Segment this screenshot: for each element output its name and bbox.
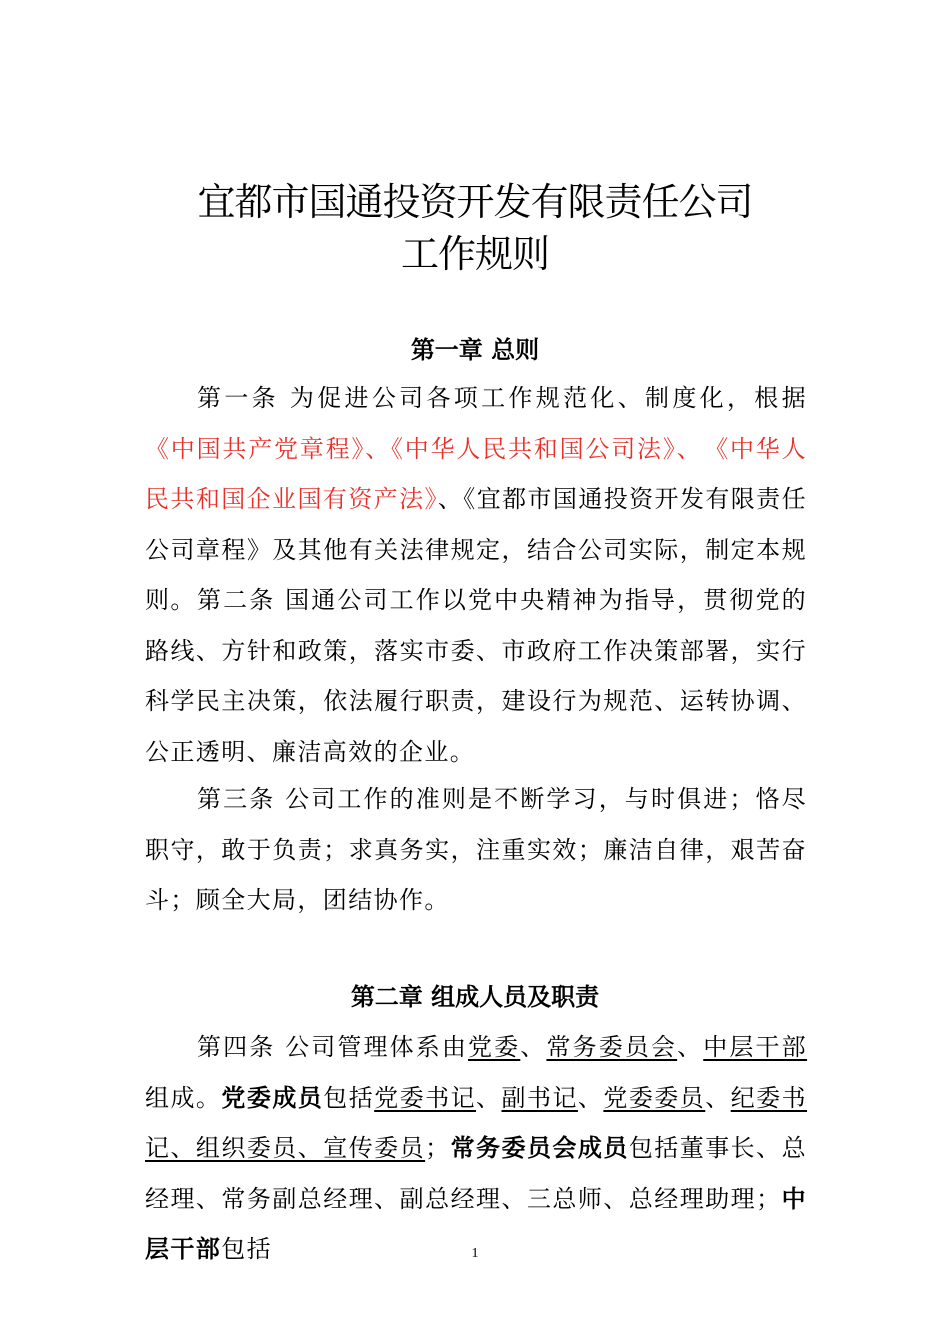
standing-members-label: 常务委员会成员 <box>450 1133 629 1162</box>
document-title-line1: 宜都市国通投资开发有限责任公司 <box>197 180 753 224</box>
chapter1-heading: 第一章 总则 <box>410 335 540 364</box>
article-1-text-a: 第一条 为促进公司各项工作规范化、制度化，根据 <box>197 384 807 412</box>
article-4-text: 、 <box>577 1083 604 1112</box>
article-4-text: 包括董事长、总经理、常务副总经理、副总经理、三总师、总经理助理； <box>145 1134 807 1213</box>
article-4-text: 、 <box>677 1033 704 1061</box>
article-1-text-b: 、《宜都市国通投资开发有限责任公司章程》及其他有关法律规定，结合公司实际，制定本规则。 <box>145 485 807 614</box>
article-4 <box>145 1022 807 1275</box>
article-4-text: 、 <box>705 1083 731 1112</box>
party-members-label: 党委成员 <box>221 1082 324 1112</box>
deputy-secretary-term: 副书记 <box>501 1083 578 1112</box>
article-1-law-references: 《中国共产党章程》、《中华人民共和国公司法》、 《中华人民共和国企业国有资产法》 <box>145 434 807 513</box>
other-roles-term: 纪委书记、组织委员、宣传委员 <box>145 1083 808 1162</box>
article-3: 第三条 公司工作的准则是不断学习，与时俱进；恪尽职守，敢于负责；求真务实，注重实效；廉洁自律，艰苦奋斗；顾全大局，团结协作。 <box>145 785 807 914</box>
party-secretary-term: 党委书记 <box>374 1083 477 1112</box>
middle-managers-label: 中层干部 <box>145 1183 807 1263</box>
article-4-text: 第四条 公司管理体系由 <box>197 1033 469 1061</box>
middle-managers-term: 中层干部 <box>703 1033 808 1061</box>
document-title-line2: 工作规则 <box>400 232 549 276</box>
chapter2-heading: 第二章 组成人员及职责 <box>350 982 600 1011</box>
article-4-text: 包括 <box>221 1235 273 1263</box>
article-4-text: 、 <box>520 1033 547 1061</box>
standing-committee-term: 常务委员会 <box>546 1033 678 1061</box>
article-2: 第二条 国通公司工作以党中央精神为指导，贯彻党的路线、方针和政策，落实市委、市政府工作决策部署，实行科学民主决策，依法履行职责，建设行为规范、运转协调、公正透明、廉洁高效的企业。 <box>145 586 807 766</box>
page-number: 1 <box>471 1246 479 1261</box>
article-4-text: ； <box>425 1134 451 1162</box>
committee-member-term: 党委委员 <box>603 1083 706 1112</box>
article-4-text: 包括 <box>323 1083 375 1112</box>
party-committee-term: 党委 <box>468 1033 521 1061</box>
article-4-text: 、 <box>476 1083 502 1112</box>
article-4-text: 组成。 <box>145 1083 222 1112</box>
